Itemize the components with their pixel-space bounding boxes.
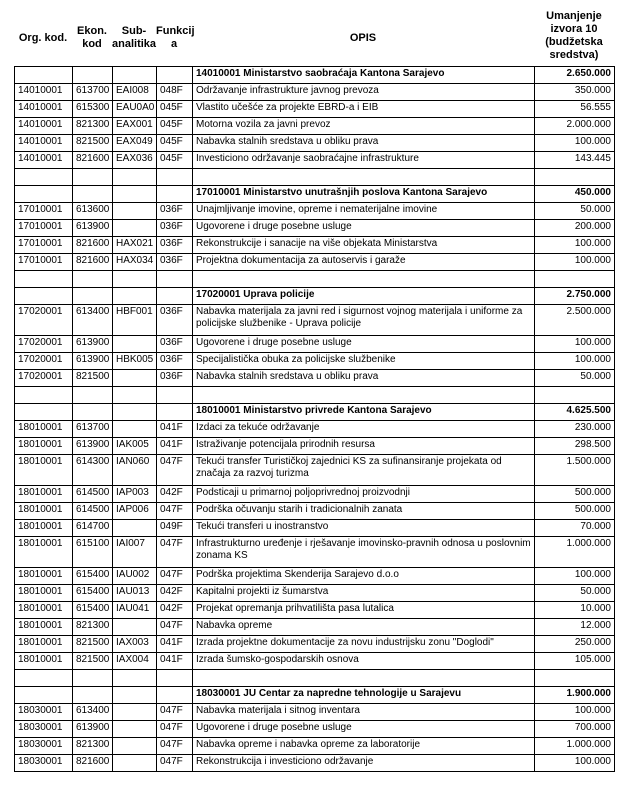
cell-sub bbox=[113, 520, 157, 537]
cell-ekon: 821500 bbox=[73, 370, 113, 387]
cell-org: 14010001 bbox=[15, 84, 73, 101]
table-row bbox=[15, 619, 615, 636]
cell-func: 036F bbox=[157, 237, 193, 254]
cell-ekon: 821500 bbox=[73, 636, 113, 653]
cell-func: 045F bbox=[157, 118, 193, 135]
col-ekon-header: Ekon. kod bbox=[77, 25, 107, 50]
cell-func bbox=[157, 687, 193, 704]
cell-org bbox=[15, 404, 73, 421]
table-row bbox=[15, 653, 615, 670]
col-org-header: Org. kod. bbox=[18, 32, 68, 44]
cell-desc: Nabavka materijala i sitnog inventara bbox=[193, 704, 535, 721]
cell-ekon: 821600 bbox=[73, 237, 113, 254]
cell-org: 18030001 bbox=[15, 721, 73, 738]
table-row bbox=[15, 370, 615, 387]
cell-org: 18030001 bbox=[15, 755, 73, 772]
cell-amount: 2.750.000 bbox=[535, 288, 615, 305]
cell-sub bbox=[113, 336, 157, 353]
table-row bbox=[15, 721, 615, 738]
cell-amount: 50.000 bbox=[535, 370, 615, 387]
cell-amount: 100.000 bbox=[535, 135, 615, 152]
cell-desc: Rekonstrukcija i investiciono održavanje bbox=[193, 755, 535, 772]
cell-desc: Podrška projektima Skenderija Sarajevo d.o.o bbox=[193, 568, 535, 585]
cell-func: 036F bbox=[157, 254, 193, 271]
cell-amount: 56.555 bbox=[535, 101, 615, 118]
cell-sub: HAX021 bbox=[113, 237, 157, 254]
cell-org: 17020001 bbox=[15, 336, 73, 353]
table-row bbox=[15, 503, 615, 520]
cell-sub: HBF001 bbox=[113, 305, 157, 336]
cell-amount: 700.000 bbox=[535, 721, 615, 738]
cell-org: 18030001 bbox=[15, 738, 73, 755]
cell-amount: 1.500.000 bbox=[535, 455, 615, 486]
cell-org bbox=[15, 387, 73, 404]
cell-func: 041F bbox=[157, 653, 193, 670]
cell-sub bbox=[113, 220, 157, 237]
cell-org: 17010001 bbox=[15, 203, 73, 220]
cell-org bbox=[15, 67, 73, 84]
table-row bbox=[15, 203, 615, 220]
cell-amount: 100.000 bbox=[535, 755, 615, 772]
table-row bbox=[15, 152, 615, 169]
cell-amount bbox=[535, 271, 615, 288]
spacer-row bbox=[15, 387, 615, 404]
cell-ekon: 613400 bbox=[73, 704, 113, 721]
cell-org bbox=[15, 288, 73, 305]
cell-sub bbox=[113, 67, 157, 84]
cell-org: 17010001 bbox=[15, 220, 73, 237]
table-row bbox=[15, 585, 615, 602]
cell-ekon bbox=[73, 271, 113, 288]
cell-org: 18010001 bbox=[15, 503, 73, 520]
cell-desc: Unajmljivanje imovine, opreme i nematerijalne imovine bbox=[193, 203, 535, 220]
cell-amount: 230.000 bbox=[535, 421, 615, 438]
cell-ekon: 821600 bbox=[73, 152, 113, 169]
cell-amount: 500.000 bbox=[535, 486, 615, 503]
cell-org: 17020001 bbox=[15, 305, 73, 336]
cell-amount bbox=[535, 169, 615, 186]
cell-sub: EAX001 bbox=[113, 118, 157, 135]
cell-ekon: 821300 bbox=[73, 619, 113, 636]
cell-ekon bbox=[73, 670, 113, 687]
cell-sub bbox=[113, 271, 157, 288]
cell-ekon: 615300 bbox=[73, 101, 113, 118]
cell-ekon bbox=[73, 186, 113, 203]
col-opis-header: OPIS bbox=[349, 32, 377, 44]
cell-ekon: 613900 bbox=[73, 220, 113, 237]
cell-ekon: 613400 bbox=[73, 305, 113, 336]
cell-org: 18010001 bbox=[15, 486, 73, 503]
cell-ekon bbox=[73, 404, 113, 421]
cell-amount: 70.000 bbox=[535, 520, 615, 537]
cell-func: 042F bbox=[157, 602, 193, 619]
cell-amount: 100.000 bbox=[535, 336, 615, 353]
cell-func bbox=[157, 186, 193, 203]
cell-ekon: 614500 bbox=[73, 503, 113, 520]
cell-ekon: 821300 bbox=[73, 118, 113, 135]
cell-org bbox=[15, 687, 73, 704]
cell-func: 036F bbox=[157, 203, 193, 220]
cell-sub: IAK005 bbox=[113, 438, 157, 455]
cell-func: 036F bbox=[157, 220, 193, 237]
cell-func: 048F bbox=[157, 84, 193, 101]
cell-func: 049F bbox=[157, 520, 193, 537]
cell-amount: 143.445 bbox=[535, 152, 615, 169]
cell-ekon: 821300 bbox=[73, 738, 113, 755]
cell-sub: HBK005 bbox=[113, 353, 157, 370]
cell-desc: Nabavka opreme i nabavka opreme za laboratorije bbox=[193, 738, 535, 755]
cell-org: 18010001 bbox=[15, 455, 73, 486]
cell-ekon: 613900 bbox=[73, 721, 113, 738]
cell-amount: 105.000 bbox=[535, 653, 615, 670]
cell-desc: Tekući transfer Turističkoj zajednici KS za sufinansiranje projekata od značaja za razvoj turizma bbox=[193, 455, 535, 486]
cell-org bbox=[15, 271, 73, 288]
cell-func: 036F bbox=[157, 353, 193, 370]
cell-func bbox=[157, 670, 193, 687]
cell-ekon: 613700 bbox=[73, 84, 113, 101]
cell-desc bbox=[193, 271, 535, 288]
cell-amount: 100.000 bbox=[535, 568, 615, 585]
cell-ekon: 613900 bbox=[73, 438, 113, 455]
cell-desc: Ugovorene i druge posebne usluge bbox=[193, 220, 535, 237]
cell-amount: 298.500 bbox=[535, 438, 615, 455]
cell-func: 041F bbox=[157, 438, 193, 455]
cell-sub bbox=[113, 721, 157, 738]
cell-ekon bbox=[73, 687, 113, 704]
table-row bbox=[15, 237, 615, 254]
cell-ekon: 821500 bbox=[73, 135, 113, 152]
cell-ekon bbox=[73, 169, 113, 186]
cell-amount: 500.000 bbox=[535, 503, 615, 520]
cell-desc: Kapitalni projekti iz šumarstva bbox=[193, 585, 535, 602]
cell-sub bbox=[113, 738, 157, 755]
cell-amount: 100.000 bbox=[535, 704, 615, 721]
cell-org: 18010001 bbox=[15, 585, 73, 602]
cell-func: 041F bbox=[157, 421, 193, 438]
cell-org bbox=[15, 186, 73, 203]
table-row bbox=[15, 455, 615, 486]
cell-func: 047F bbox=[157, 568, 193, 585]
cell-func: 047F bbox=[157, 537, 193, 568]
cell-org: 14010001 bbox=[15, 152, 73, 169]
cell-org: 18010001 bbox=[15, 520, 73, 537]
cell-ekon: 614500 bbox=[73, 486, 113, 503]
cell-desc: 14010001 Ministarstvo saobraćaja Kantona Sarajevo bbox=[193, 67, 535, 84]
spacer-row bbox=[15, 670, 615, 687]
cell-amount: 2.650.000 bbox=[535, 67, 615, 84]
table-row bbox=[15, 101, 615, 118]
cell-desc: 17010001 Ministarstvo unutrašnjih poslova Kantona Sarajevo bbox=[193, 186, 535, 203]
table-row bbox=[15, 602, 615, 619]
cell-func: 047F bbox=[157, 721, 193, 738]
cell-ekon: 614700 bbox=[73, 520, 113, 537]
cell-desc: Istraživanje potencijala prirodnih resursa bbox=[193, 438, 535, 455]
cell-amount: 2.500.000 bbox=[535, 305, 615, 336]
cell-sub bbox=[113, 687, 157, 704]
cell-ekon: 613600 bbox=[73, 203, 113, 220]
cell-sub: EAX049 bbox=[113, 135, 157, 152]
cell-ekon: 615400 bbox=[73, 568, 113, 585]
cell-desc: Podsticaji u primarnoj poljoprivrednoj proizvodnji bbox=[193, 486, 535, 503]
cell-ekon: 613900 bbox=[73, 336, 113, 353]
cell-amount: 2.000.000 bbox=[535, 118, 615, 135]
cell-org: 18010001 bbox=[15, 602, 73, 619]
col-func-header: Funkcij a bbox=[156, 25, 195, 50]
cell-ekon bbox=[73, 288, 113, 305]
table-row bbox=[15, 520, 615, 537]
table-row bbox=[15, 636, 615, 653]
cell-func: 045F bbox=[157, 152, 193, 169]
cell-ekon: 615400 bbox=[73, 602, 113, 619]
cell-sub bbox=[113, 670, 157, 687]
cell-sub: IAP003 bbox=[113, 486, 157, 503]
cell-sub: IAU013 bbox=[113, 585, 157, 602]
table-row bbox=[15, 353, 615, 370]
cell-desc bbox=[193, 670, 535, 687]
table-header bbox=[0, 0, 628, 66]
cell-func bbox=[157, 404, 193, 421]
cell-func: 047F bbox=[157, 455, 193, 486]
cell-func: 036F bbox=[157, 305, 193, 336]
cell-desc: Investiciono održavanje saobraćajne infrastrukture bbox=[193, 152, 535, 169]
cell-desc: Tekući transferi u inostranstvo bbox=[193, 520, 535, 537]
cell-org: 14010001 bbox=[15, 118, 73, 135]
cell-amount bbox=[535, 387, 615, 404]
cell-sub: IAP006 bbox=[113, 503, 157, 520]
cell-desc: Specijalistička obuka za policijske službenike bbox=[193, 353, 535, 370]
cell-desc: Izdaci za tekuće održavanje bbox=[193, 421, 535, 438]
table-row bbox=[15, 738, 615, 755]
cell-ekon bbox=[73, 67, 113, 84]
section-row bbox=[15, 67, 615, 84]
cell-amount: 200.000 bbox=[535, 220, 615, 237]
cell-desc: Nabavka opreme bbox=[193, 619, 535, 636]
spacer-row bbox=[15, 169, 615, 186]
cell-desc: Nabavka materijala za javni red i sigurnost vojnog materijala i uniforme za policijske službenike - Uprava policije bbox=[193, 305, 535, 336]
cell-org: 17010001 bbox=[15, 254, 73, 271]
cell-org: 18010001 bbox=[15, 568, 73, 585]
cell-desc: Nabavka stalnih sredstava u obliku prava bbox=[193, 370, 535, 387]
cell-amount: 450.000 bbox=[535, 186, 615, 203]
cell-ekon bbox=[73, 387, 113, 404]
cell-amount: 10.000 bbox=[535, 602, 615, 619]
cell-amount: 350.000 bbox=[535, 84, 615, 101]
cell-desc: 18010001 Ministarstvo privrede Kantona Sarajevo bbox=[193, 404, 535, 421]
cell-amount: 12.000 bbox=[535, 619, 615, 636]
cell-sub: IAN060 bbox=[113, 455, 157, 486]
cell-sub bbox=[113, 421, 157, 438]
cell-func: 042F bbox=[157, 585, 193, 602]
cell-desc: Projektna dokumentacija za autoservis i garaže bbox=[193, 254, 535, 271]
table-row bbox=[15, 755, 615, 772]
section-row bbox=[15, 404, 615, 421]
cell-sub bbox=[113, 370, 157, 387]
cell-sub bbox=[113, 619, 157, 636]
cell-func: 042F bbox=[157, 486, 193, 503]
cell-func bbox=[157, 67, 193, 84]
cell-org: 18010001 bbox=[15, 653, 73, 670]
cell-org: 18010001 bbox=[15, 537, 73, 568]
cell-desc: Podrška očuvanju starih i tradicionalnih zanata bbox=[193, 503, 535, 520]
cell-amount: 4.625.500 bbox=[535, 404, 615, 421]
cell-org: 14010001 bbox=[15, 101, 73, 118]
cell-sub: IAX003 bbox=[113, 636, 157, 653]
cell-ekon: 614300 bbox=[73, 455, 113, 486]
cell-amount: 100.000 bbox=[535, 237, 615, 254]
cell-org: 18010001 bbox=[15, 636, 73, 653]
cell-desc: Rekonstrukcije i sanacije na više objekata Ministarstva bbox=[193, 237, 535, 254]
cell-func: 036F bbox=[157, 370, 193, 387]
cell-sub bbox=[113, 755, 157, 772]
table-row bbox=[15, 84, 615, 101]
cell-func: 047F bbox=[157, 755, 193, 772]
table-row bbox=[15, 135, 615, 152]
cell-amount: 250.000 bbox=[535, 636, 615, 653]
cell-ekon: 615400 bbox=[73, 585, 113, 602]
table-row bbox=[15, 118, 615, 135]
cell-desc: Infrastrukturno uređenje i rješavanje imovinsko-pravnih odnosa u poslovnim zonama KS bbox=[193, 537, 535, 568]
cell-amount: 100.000 bbox=[535, 254, 615, 271]
cell-desc: Izrada projektne dokumentacije za novu industrijsku zonu "Doglodi" bbox=[193, 636, 535, 653]
cell-amount: 100.000 bbox=[535, 353, 615, 370]
cell-desc: 17020001 Uprava policije bbox=[193, 288, 535, 305]
cell-sub bbox=[113, 404, 157, 421]
cell-org: 18030001 bbox=[15, 704, 73, 721]
cell-amount: 50.000 bbox=[535, 203, 615, 220]
cell-ekon: 821500 bbox=[73, 653, 113, 670]
cell-org bbox=[15, 169, 73, 186]
cell-desc: Projekat opremanja prihvatilišta pasa lutalica bbox=[193, 602, 535, 619]
cell-sub: IAX004 bbox=[113, 653, 157, 670]
cell-org: 18010001 bbox=[15, 421, 73, 438]
cell-org: 17010001 bbox=[15, 237, 73, 254]
cell-org bbox=[15, 670, 73, 687]
cell-func bbox=[157, 288, 193, 305]
cell-org: 18010001 bbox=[15, 438, 73, 455]
cell-amount: 1.000.000 bbox=[535, 738, 615, 755]
cell-ekon: 613900 bbox=[73, 353, 113, 370]
budget-table bbox=[14, 66, 615, 772]
cell-sub: IAU002 bbox=[113, 568, 157, 585]
cell-sub: EAX036 bbox=[113, 152, 157, 169]
cell-func: 047F bbox=[157, 704, 193, 721]
cell-sub bbox=[113, 288, 157, 305]
table-row bbox=[15, 486, 615, 503]
cell-desc: Održavanje infrastrukture javnog prevoza bbox=[193, 84, 535, 101]
cell-desc: Izrada šumsko-gospodarskih osnova bbox=[193, 653, 535, 670]
cell-sub bbox=[113, 169, 157, 186]
cell-amount: 1.900.000 bbox=[535, 687, 615, 704]
table-row bbox=[15, 438, 615, 455]
cell-sub bbox=[113, 203, 157, 220]
cell-sub bbox=[113, 704, 157, 721]
cell-sub: EAU0A0 bbox=[113, 101, 157, 118]
cell-ekon: 613700 bbox=[73, 421, 113, 438]
section-row bbox=[15, 186, 615, 203]
cell-desc bbox=[193, 169, 535, 186]
cell-sub: EAI008 bbox=[113, 84, 157, 101]
cell-amount: 50.000 bbox=[535, 585, 615, 602]
cell-sub: HAX034 bbox=[113, 254, 157, 271]
cell-func bbox=[157, 169, 193, 186]
table-row bbox=[15, 537, 615, 568]
table-row bbox=[15, 305, 615, 336]
cell-func: 045F bbox=[157, 101, 193, 118]
cell-ekon: 821600 bbox=[73, 755, 113, 772]
cell-ekon: 615100 bbox=[73, 537, 113, 568]
table-row bbox=[15, 568, 615, 585]
cell-func bbox=[157, 271, 193, 288]
cell-desc: Nabavka stalnih sredstava u obliku prava bbox=[193, 135, 535, 152]
spacer-row bbox=[15, 271, 615, 288]
cell-desc: 18030001 JU Centar za napredne tehnologije u Sarajevu bbox=[193, 687, 535, 704]
cell-func: 047F bbox=[157, 738, 193, 755]
cell-sub: IAU041 bbox=[113, 602, 157, 619]
table-row bbox=[15, 220, 615, 237]
cell-func: 041F bbox=[157, 636, 193, 653]
cell-desc: Vlastito učešće za projekte EBRD-a i EIB bbox=[193, 101, 535, 118]
table-row bbox=[15, 336, 615, 353]
cell-desc: Motorna vozila za javni prevoz bbox=[193, 118, 535, 135]
col-umanjenje-header: Umanjenje izvora 10 (budžetska sredstva) bbox=[545, 10, 603, 61]
cell-func: 047F bbox=[157, 503, 193, 520]
cell-desc: Ugovorene i druge posebne usluge bbox=[193, 721, 535, 738]
cell-desc: Ugovorene i druge posebne usluge bbox=[193, 336, 535, 353]
cell-sub bbox=[113, 186, 157, 203]
cell-ekon: 821600 bbox=[73, 254, 113, 271]
table-row bbox=[15, 254, 615, 271]
cell-org: 18010001 bbox=[15, 619, 73, 636]
cell-amount: 1.000.000 bbox=[535, 537, 615, 568]
section-row bbox=[15, 687, 615, 704]
table-row bbox=[15, 421, 615, 438]
section-row bbox=[15, 288, 615, 305]
cell-org: 17020001 bbox=[15, 370, 73, 387]
cell-func: 036F bbox=[157, 336, 193, 353]
cell-org: 17020001 bbox=[15, 353, 73, 370]
cell-org: 14010001 bbox=[15, 135, 73, 152]
cell-func: 047F bbox=[157, 619, 193, 636]
table-row bbox=[15, 704, 615, 721]
cell-func bbox=[157, 387, 193, 404]
cell-amount bbox=[535, 670, 615, 687]
col-sub-header: Sub- analitika bbox=[112, 25, 157, 50]
cell-desc bbox=[193, 387, 535, 404]
cell-sub: IAI007 bbox=[113, 537, 157, 568]
cell-sub bbox=[113, 387, 157, 404]
cell-func: 045F bbox=[157, 135, 193, 152]
